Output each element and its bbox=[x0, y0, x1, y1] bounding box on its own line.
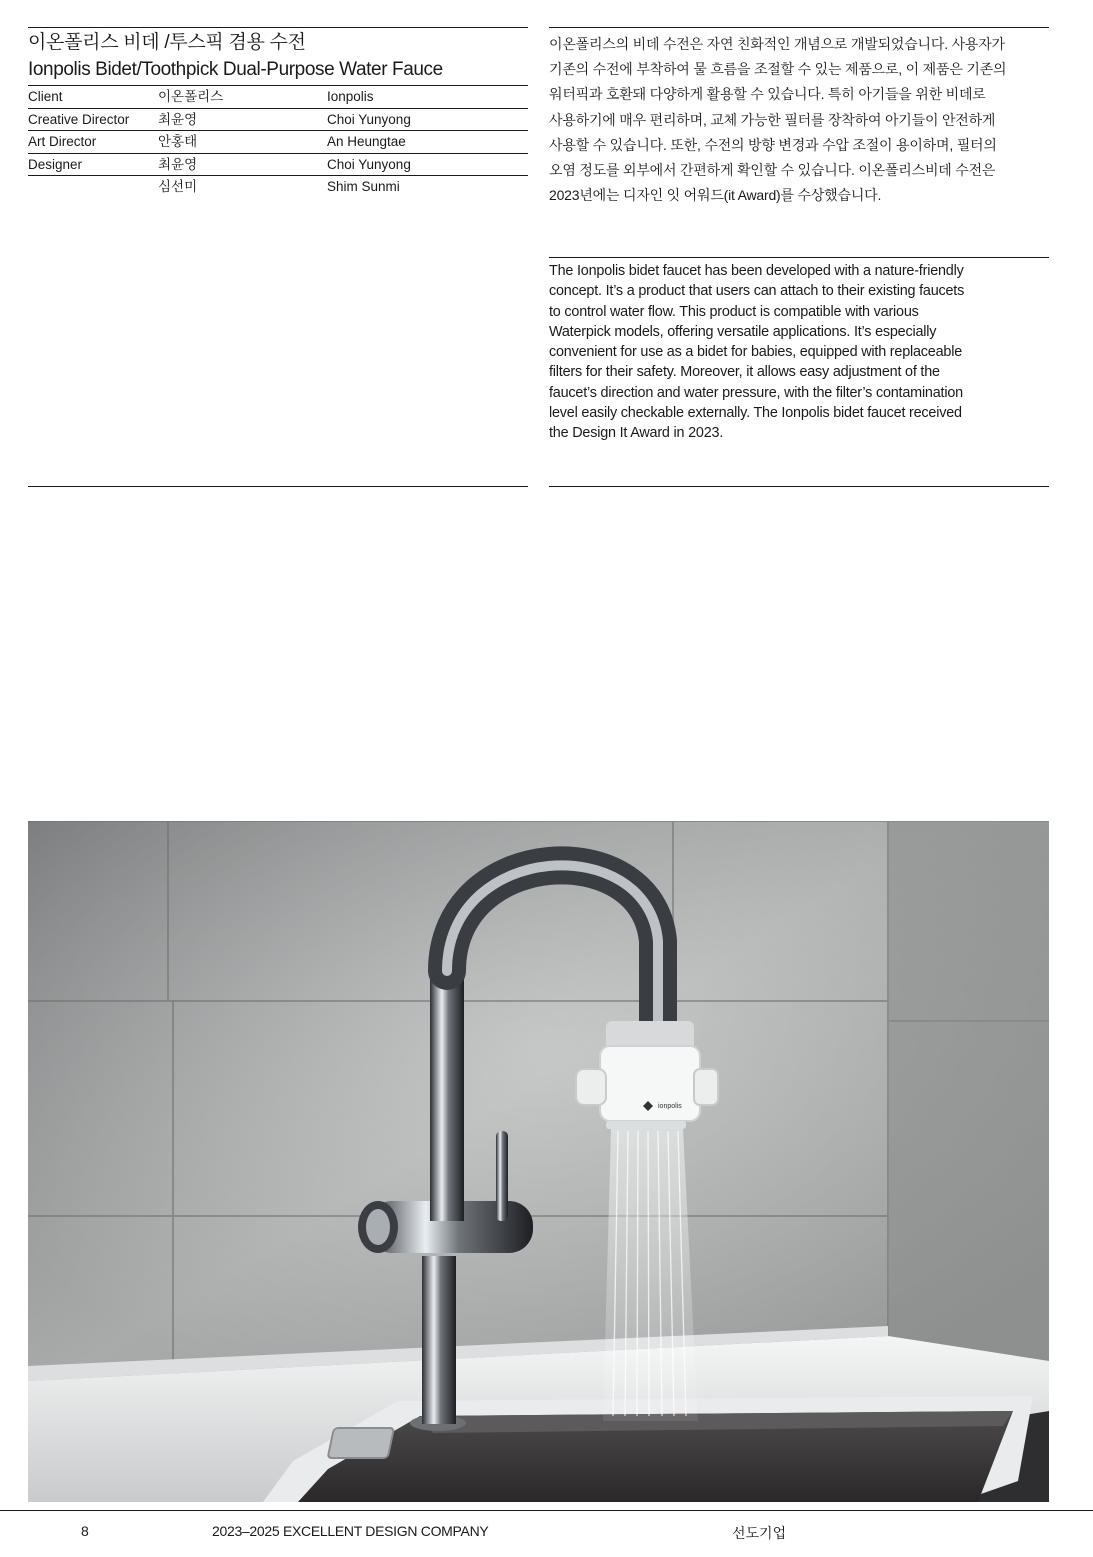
project-title-en: Ionpolis Bidet/Toothpick Dual-Purpose Water Fauce bbox=[28, 59, 443, 80]
description-en bbox=[549, 261, 1049, 444]
description-ko-line: 2023년에는 디자인 잇 어워드(it Award)를 수상했습니다. bbox=[549, 187, 882, 204]
credits-table bbox=[28, 86, 528, 199]
credit-name-en: An Heungtae bbox=[327, 134, 406, 149]
description-ko-line: 기존의 수전에 부착하여 물 흐름을 조절할 수 있는 제품으로, 이 제품은 기존의 bbox=[549, 61, 1007, 78]
page-number: 8 bbox=[81, 1523, 89, 1539]
description-ko-line: 사용할 수 있습니다. 또한, 수전의 방향 변경과 수압 조절이 용이하며, 필터의 bbox=[549, 136, 997, 153]
description-en-line: The Ionpolis bidet faucet has been developed with a nature-friendly bbox=[549, 263, 964, 279]
section-end-rule-left bbox=[28, 486, 528, 487]
description-en-line: faucet’s direction and water pressure, with the filter’s contamination bbox=[549, 384, 963, 401]
credit-role: Art Director bbox=[28, 134, 97, 149]
credit-row bbox=[28, 109, 528, 132]
description-en-line: convenient for use as a bidet for babies, equipped with replaceable bbox=[549, 344, 963, 361]
description-en-line: to control water flow. This product is compatible with various bbox=[549, 303, 919, 320]
top-rule-right bbox=[549, 27, 1049, 28]
description-en-line: level easily checkable externally. The Ionpolis bidet faucet received bbox=[549, 405, 962, 422]
credit-role: Creative Director bbox=[28, 111, 130, 127]
description-ko-line: 워터픽과 호환돼 다양하게 활용할 수 있습니다. 특히 아기들을 위한 비데로 bbox=[549, 86, 986, 103]
credit-row bbox=[28, 131, 528, 154]
description-en-line: Waterpick models, offering versatile applications. It’s especially bbox=[549, 323, 937, 340]
section-end-rule-right bbox=[549, 486, 1049, 487]
product-photo bbox=[28, 821, 1049, 1502]
top-rule-left bbox=[28, 27, 528, 28]
credit-name-ko: 안홍태 bbox=[158, 134, 198, 149]
credit-role: Client bbox=[28, 89, 63, 104]
page-footer bbox=[0, 1511, 1093, 1551]
description-en-line: the Design It Award in 2023. bbox=[549, 425, 724, 442]
credit-name-ko: 심선미 bbox=[158, 179, 198, 194]
credit-name-en: Ionpolis bbox=[327, 89, 374, 104]
description-ko-line: 오염 정도를 외부에서 간편하게 확인할 수 있습니다. 이온폴리스비데 수전은 bbox=[549, 162, 996, 179]
description-ko-line: 사용하기에 매우 편리하며, 교체 가능한 필터를 장착하여 아기들이 안전하게 bbox=[549, 111, 996, 128]
description-ko bbox=[549, 32, 1049, 208]
credit-row bbox=[28, 176, 528, 199]
project-title-ko: 이온폴리스 비데 /투스픽 겸용 수전 bbox=[28, 32, 306, 53]
sink-drain bbox=[328, 1428, 394, 1458]
publication-title: 2023–2025 EXCELLENT DESIGN COMPANY bbox=[212, 1523, 489, 1539]
description-en-line: filters for their safety. Moreover, it allows easy adjustment of the bbox=[549, 364, 940, 381]
brand-mark: ionpolis bbox=[658, 1103, 682, 1110]
credit-name-en: Choi Yunyong bbox=[327, 111, 411, 127]
project-title bbox=[28, 30, 528, 84]
credit-name-ko: 이온폴리스 bbox=[158, 89, 224, 104]
description-en-line: concept. It’s a product that users can attach to their existing faucets bbox=[549, 283, 965, 300]
section-label: 선도기업 bbox=[732, 1525, 787, 1541]
credit-row bbox=[28, 86, 528, 109]
credit-role: Designer bbox=[28, 156, 83, 172]
credit-row bbox=[28, 154, 528, 177]
water-stream bbox=[603, 1129, 698, 1421]
description-ko-line: 이온폴리스의 비데 수전은 자연 친화적인 개념으로 개발되었습니다. 사용자가 bbox=[549, 36, 1005, 52]
credit-name-en: Shim Sunmi bbox=[327, 179, 400, 194]
description-divider bbox=[549, 257, 1049, 258]
product-photo-illustration bbox=[28, 821, 1049, 1502]
credit-name-ko: 최윤영 bbox=[158, 111, 198, 127]
credit-name-en: Choi Yunyong bbox=[327, 156, 411, 172]
credit-name-ko: 최윤영 bbox=[158, 156, 198, 172]
